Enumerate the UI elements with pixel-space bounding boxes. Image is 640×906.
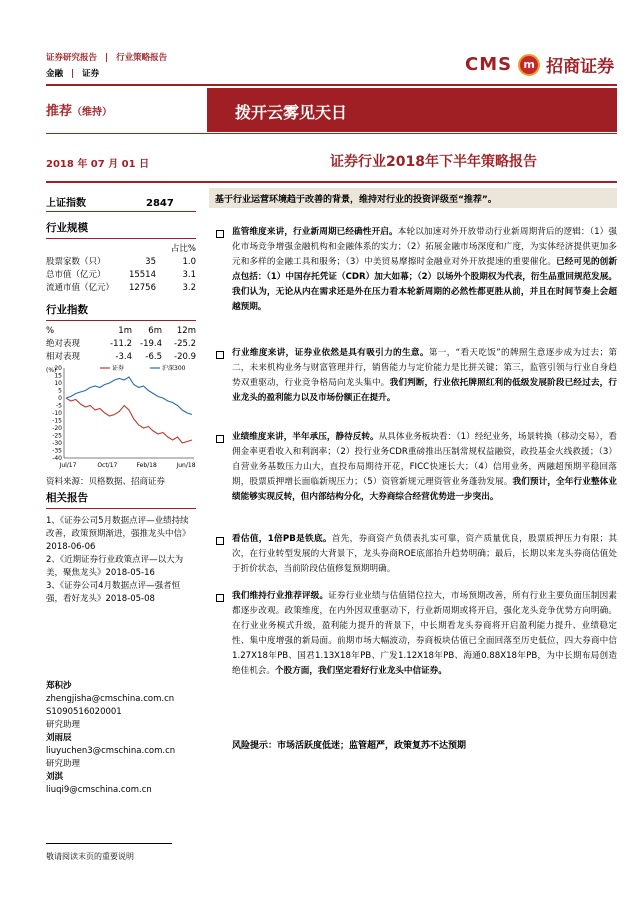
y-tick-label: 5	[58, 387, 62, 395]
summary-box: 基于行业运营环境趋于改善的背景，维持对行业的投资评级至“推荐”。	[209, 188, 617, 208]
logo-seal-icon: m	[518, 54, 540, 76]
report-category: 证券研究报告	[46, 53, 98, 63]
report-subtitle: 证券行业2018年下半年策略报告	[330, 154, 537, 170]
series-line-securities	[66, 398, 192, 443]
list-item: 3、《证券公司4月数据点评—强者恒强，看好龙头》2018-05-08	[46, 581, 181, 604]
y-tick-label: -20	[52, 425, 62, 432]
scale-unit: 占比%	[170, 244, 196, 254]
y-tick-label: -10	[52, 410, 62, 417]
report-type: 行业策略报告	[116, 53, 168, 63]
subtitle-rule	[46, 181, 617, 183]
y-tick-label: 10	[54, 380, 62, 387]
y-tick-label: -35	[52, 447, 62, 455]
rating-label: 推荐	[46, 104, 73, 119]
report-title: 拨开云雾见天日	[207, 88, 617, 132]
analyst-email: zhengjisha@cmschina.com.cn	[46, 694, 175, 704]
x-tick-label: Feb/18	[136, 462, 157, 469]
rating-qualifier: （维持）	[72, 107, 113, 118]
report-header: 证券研究报告 | 行业策略报告 金融 | 证券	[46, 50, 167, 82]
bullet-icon	[216, 230, 224, 238]
analyst-role: 研究助理	[46, 720, 81, 730]
list-item: 1、《证券公司5月数据点评—业绩持续改善，政策预期渐进，强推龙头中信》2018-06-06	[46, 516, 191, 552]
x-tick-label: Jun/18	[176, 462, 196, 469]
company-logo	[465, 52, 614, 77]
analyst-email: liuqi9@cmschina.com.cn	[46, 785, 152, 795]
analyst-id: S1090516020001	[46, 707, 122, 717]
related-reports	[46, 492, 196, 606]
x-tick-label: Jul/17	[59, 462, 77, 469]
table-row: 股票家数（只） 35 1.0	[46, 257, 196, 267]
index-rule	[46, 211, 196, 212]
y-tick-label: 0	[58, 395, 62, 402]
chart-source: 资料来源：贝格数据、招商证券	[46, 477, 166, 487]
analyst-name: 刘雨辰	[46, 733, 72, 743]
bullet-icon	[216, 537, 224, 545]
index-block	[46, 197, 196, 210]
performance-chart	[44, 360, 199, 472]
bullet-icon	[216, 351, 224, 359]
bullet-icon	[216, 594, 224, 602]
risk-warning: 风险提示：市场活跃度低迷；监管超严，政策复苏不达预期	[232, 741, 467, 751]
analyst-name: 刘淇	[46, 772, 64, 782]
logo-latin: CMS	[465, 54, 513, 75]
list-item: 2、《近期证券行业政策点评—以大为美，聚焦龙头》2018-05-16	[46, 555, 184, 578]
sector: 金融	[46, 69, 64, 79]
bullet-icon	[216, 435, 224, 443]
y-tick-label: -5	[56, 402, 62, 410]
footer-rule	[46, 843, 172, 844]
y-tick-label: -30	[52, 440, 62, 447]
analyst-name: 郑积沙	[46, 681, 72, 691]
y-tick-label: -15	[52, 417, 62, 425]
y-tick-label: -40	[52, 455, 62, 462]
subsector: 证券	[82, 69, 100, 79]
table-row: 绝对表现 -11.2 -19.4 -25.2	[46, 339, 196, 349]
legend-label: 沪深300	[162, 365, 186, 372]
paragraph-valuation: 看估值，1倍PB是铁底。首先，券商资产负债表扎实可靠，资产质量优良，股票质押压力有限；其次，在行业转型发展的大背景下，龙头券商ROE底部抬升趋势明确；最后，长期以来龙头券商估值处于折价状态，当前阶段估值修复预期明确。	[232, 534, 617, 574]
x-tick-label: Oct/17	[97, 462, 118, 469]
series-line-csi300	[66, 377, 192, 415]
footer-note: 敬请阅读末页的重要说明	[46, 852, 134, 861]
table-row: 总市值（亿元） 15514 3.1	[46, 270, 196, 280]
y-tick-label: 20	[54, 365, 62, 372]
performance-title: 行业指数	[46, 302, 196, 321]
table-row: 相对表现 -3.4 -6.5 -20.9	[46, 352, 196, 362]
index-value: 2847	[146, 198, 174, 209]
y-axis-label: (%)	[46, 367, 57, 374]
analyst-role: 研究助理	[46, 759, 81, 769]
analyst-email: liuyuchen3@cmschina.com.cn	[46, 746, 176, 756]
header-rule	[46, 84, 617, 86]
title-rule	[46, 133, 617, 134]
industry-scale-title: 行业规模	[46, 220, 196, 239]
table-row: 流通市值（亿元） 12756 3.2	[46, 283, 196, 293]
paragraph-industry: 行业维度来讲，证券业依然是具有吸引力的生意。第一，“看天吃饭”的牌照生意逐步成为过去；第二，未来机构业务与财富管理并行，销售能力与定价能力是比拼关键；第三，监管引领与行业自身趋势双重驱动，行业竞争格局向龙头集中。我们判断，行业依托牌照红利的低级发展阶段已经过去，行业龙头的盈利能力以及市场份额正在提升。	[232, 348, 617, 403]
report-date: 2018 年 07 月 01 日	[46, 159, 150, 170]
industry-scale	[46, 220, 196, 295]
y-tick-label: 15	[54, 372, 62, 380]
index-label: 上证指数	[46, 198, 86, 209]
performance-table: 行业指数 % 1m 6m 12m 绝对表现 -11.2 -19.4 -25.2 相对表现 -3.4 -6.5 -20.9	[46, 304, 196, 362]
related-title: 相关报告	[46, 492, 196, 509]
legend-label: 证券	[112, 365, 125, 372]
paragraph-regulation: 监管维度来讲，行业新周期已经确性开启。本轮以加速对外开放带动行业新周期背后的逻辑：（1）强化市场竞争增强金融机构和金融体系的实力；（2）拓展金融市场深度和广度，为实体经济提供更加多元和多样的金融工具和服务；（3）中美贸易摩擦时金融业对外开放提速的重要催化。已经可见的创新点包括：（1）中国存托凭证（CDR）加大如幕；（2）以场外个股期权为代表，衍生品重回规范发展。我们认为，无论从内在需求还是外在压力看本轮新周期的必然性都更胜从前，并且在时间节奏上会超越预期。	[232, 227, 617, 312]
y-tick-label: -25	[52, 432, 62, 440]
rating	[46, 100, 112, 119]
logo-chinese: 招商证券	[546, 57, 615, 77]
paragraph-recommendation: 我们维持行业推荐评级。证券行业业绩与估值错位拉大，市场预期改善，所有行业主要负面压制因素都逐步改观。政策维度，在内外因双重驱动下，行业新周期或将开启，强化龙头竞争优势方向明确。在行业业务模式升级，盈利能力提升的背景下，中长期看龙头券商将开启盈利能力提升、业绩稳定性、集中度增强的新局面。前期市场大幅波动，券商板块估值已全面回落至历史低位，四大券商中信1.27X18年PB、国君1.13X18年PB、广发1.12X18年PB、海通0.88X18年PB，为中长期布局创造绝佳机会。个股方面，我们坚定看好行业龙头中信证券。	[232, 591, 617, 676]
analyst-block	[46, 680, 196, 797]
paragraph-performance: 业绩维度来讲，半年承压，静待反转。从具体业务板块看：（1）经纪业务，场景转换（移动交易），看佣金率更看收入和利润率；（2）投行业务CDR重磅推出压制常规权益融资，政投基金火线救援；（3）自营业务基数压力山大，直投布局期待开花，FICC快速长大；（4）信用业务，两融超预期平稳回落期，股票质押增长面临新规压力；（5）资管新规元理资管业务蓬勃发展。我们预计，全年行业整体业绩能够实现反转，但内部结构分化，大券商综合经营优势进一步突出。	[232, 432, 617, 502]
